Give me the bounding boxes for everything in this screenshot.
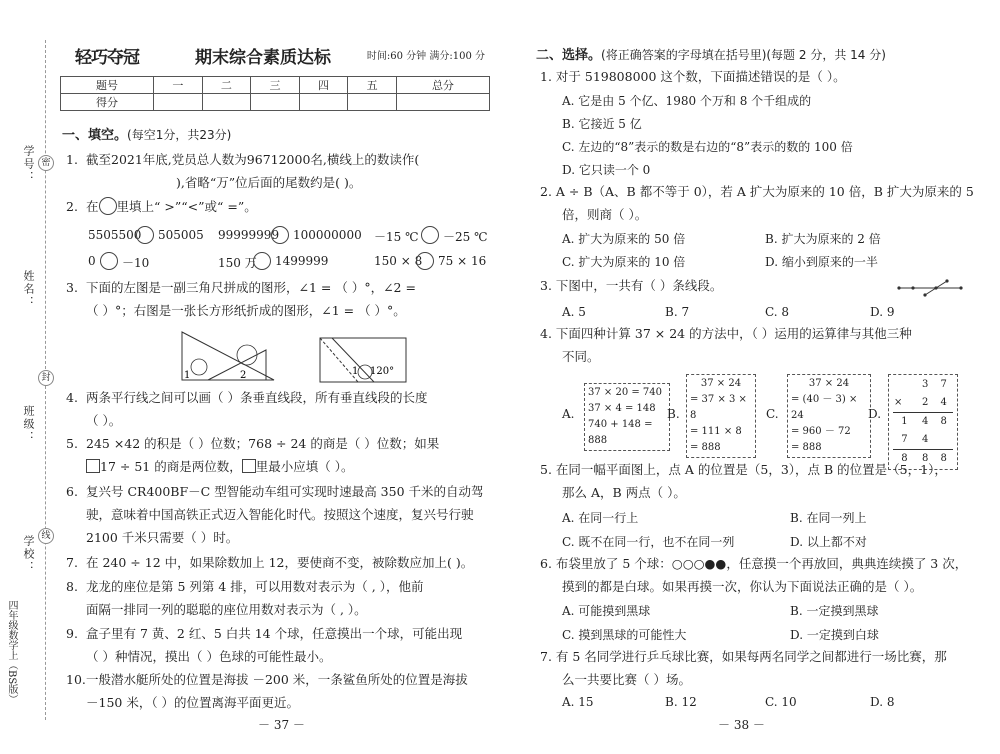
question-text: 驶，意味着中国高铁正式迈入智能化时代。按照这个速度，复兴号行驶 — [86, 507, 474, 522]
score-cell[interactable] — [348, 94, 397, 111]
question-text: 盒子里有 7 黄、2 红、5 白共 14 个球，任意摸出一个球，可能出现 — [86, 626, 463, 641]
option-b[interactable]: B. 12 — [665, 695, 697, 709]
option-c[interactable]: C. 10 — [765, 695, 797, 709]
option-c[interactable]: C. — [766, 407, 779, 421]
option-b[interactable]: B. 它接近 5 亿 — [562, 117, 642, 131]
score-cell[interactable] — [202, 94, 251, 111]
score-header-cell: 五 — [348, 77, 397, 94]
calc-line: = 888 — [690, 442, 721, 453]
line-segment-figure — [895, 278, 965, 298]
section-2-title: 二、选择。 — [536, 48, 602, 63]
question-8 — [66, 575, 491, 621]
answer-circle[interactable] — [421, 226, 439, 244]
question-text: －150 米，（ ）的位置离海平面更近。 — [86, 695, 300, 710]
option-d[interactable]: D. 以上都不对 — [790, 535, 867, 549]
question-text: 里填上“ >”“<”或“ =”。 — [116, 199, 257, 214]
option-b[interactable]: B. 扩大为原来的 2 倍 — [765, 232, 881, 246]
question-number: 8. — [66, 579, 78, 594]
answer-circle[interactable] — [253, 252, 271, 270]
compare-value: 150 × 8 — [374, 254, 423, 268]
question-text: 两条平行线之间可以画（ ）条垂直线段，所有垂直线段的长度 — [86, 390, 428, 405]
option-d[interactable]: D. 8 — [870, 695, 895, 709]
question-7-stem — [540, 645, 980, 691]
page-header — [75, 43, 485, 68]
calc-box-b — [686, 374, 756, 458]
option-c[interactable]: C. 8 — [765, 305, 790, 319]
option-a[interactable]: A. 扩大为原来的 50 倍 — [562, 232, 686, 246]
section-1-title: 一、填空。 — [62, 128, 128, 143]
score-table-row — [61, 94, 490, 111]
calc-line: 740 + 148 = 888 — [588, 419, 653, 446]
question-6-stem — [540, 552, 980, 598]
cut-mark-line: 线 — [38, 528, 54, 544]
score-header-cell: 一 — [154, 77, 203, 94]
option-b[interactable]: B. 7 — [665, 305, 690, 319]
option-a[interactable]: A. — [562, 407, 575, 421]
vertical-multiplication: 3 7 × 2 4 1 4 8 7 4 8 8 8 — [893, 376, 953, 468]
score-row-label: 得分 — [61, 94, 154, 111]
question-text: 龙龙的座位是第 5 列第 4 排，可以用数对表示为（ , ），他前 — [86, 579, 424, 594]
score-header-cell: 二 — [202, 77, 251, 94]
question-3 — [66, 276, 491, 322]
angle-2-label: 2 — [240, 370, 247, 381]
question-number: 1. — [66, 152, 78, 167]
answer-box[interactable] — [86, 459, 100, 473]
calc-box-d — [888, 374, 958, 470]
calc-line: 37 × 24 — [808, 378, 850, 389]
question-number: 9. — [66, 626, 78, 641]
compare-value: 5505500 — [88, 228, 142, 242]
name-label: 姓名： — [22, 270, 35, 309]
option-c[interactable]: C. 既不在同一行，也不在同一列 — [562, 535, 735, 549]
score-cell[interactable] — [154, 94, 203, 111]
question-4 — [66, 386, 491, 432]
compare-value: 0 — [88, 254, 96, 268]
calc-box-c — [787, 374, 871, 458]
option-c[interactable]: C. 扩大为原来的 10 倍 — [562, 255, 686, 269]
calc-line: = 960 － 72 — [791, 426, 851, 437]
option-a[interactable]: A. 15 — [562, 695, 594, 709]
question-1 — [66, 148, 491, 194]
option-d[interactable]: D. 它只读一个 0 — [562, 163, 651, 177]
option-d[interactable]: D. 缩小到原来的一半 — [765, 255, 878, 269]
page-title: 期末综合素质达标 — [195, 48, 331, 68]
question-1-stem: 1. 对于 519808000 这个数，下面描述错误的是（ ）。 — [540, 69, 846, 84]
option-c[interactable]: C. 摸到黑球的可能性大 — [562, 628, 687, 642]
option-d[interactable]: D. 一定摸到白球 — [790, 628, 879, 642]
question-6 — [66, 480, 491, 549]
compare-value: 75 × 16 — [438, 254, 487, 268]
answer-box[interactable] — [242, 459, 256, 473]
question-number: 3. — [66, 280, 78, 295]
compare-value: 1499999 — [275, 254, 329, 268]
score-cell[interactable] — [299, 94, 348, 111]
school-label: 学校： — [22, 535, 35, 574]
option-a[interactable]: A. 可能摸到黑球 — [562, 604, 651, 618]
section-1-note: (每空1分，共23分) — [127, 128, 232, 142]
compare-value: －10 — [122, 256, 150, 270]
score-cell[interactable] — [251, 94, 300, 111]
question-text: 复兴号 CR400BF－C 型智能动车组可实现时速最高 350 千米的自动驾 — [86, 484, 484, 499]
option-a[interactable]: A. 5 — [562, 305, 586, 319]
angle-1-label: 1 — [184, 370, 191, 381]
folded-paper-figure — [318, 336, 408, 386]
score-header-cell: 四 — [299, 77, 348, 94]
question-text: 一般潜水艇所处的位置是海拔 －200 米，一条鲨鱼所处的位置是海拔 — [86, 672, 468, 687]
question-text: 么一共要比赛（ ）场。 — [562, 672, 691, 687]
score-table — [60, 76, 490, 111]
question-7 — [66, 551, 491, 574]
score-table-header — [61, 77, 490, 94]
calc-line: = 888 — [791, 442, 822, 453]
question-text: 在 — [86, 199, 99, 214]
question-text: 6. 布袋里放了 5 个球：○○○●●，任意摸一个再放回，典典连续摸了 3 次， — [540, 556, 968, 571]
question-number: 4. — [66, 390, 78, 405]
question-5 — [66, 432, 491, 478]
answer-circle[interactable] — [416, 252, 434, 270]
question-text: （ ）。 — [86, 413, 122, 428]
option-a[interactable]: A. 在同一行上 — [562, 511, 639, 525]
question-number: 10. — [66, 672, 86, 687]
question-number: 6. — [66, 484, 78, 499]
calc-box-a — [584, 383, 670, 451]
question-text: 倍，则商（ ）。 — [562, 207, 648, 222]
question-5-stem — [540, 458, 980, 504]
question-text: 那么 A，B 两点（ ）。 — [562, 485, 686, 500]
question-text: 在 240 ÷ 12 中，如果除数加上 12，要使商不变，被除数应加上( )。 — [86, 555, 474, 570]
compare-value: 100000000 — [293, 228, 362, 242]
score-header-cell: 三 — [251, 77, 300, 94]
right-page — [500, 0, 1000, 754]
angle-1-label: 1 — [352, 366, 359, 377]
answer-circle[interactable] — [136, 226, 154, 244]
calc-line: = 37 × 3 × 8 — [690, 394, 747, 421]
cut-mark-seal: 密 — [38, 155, 54, 171]
score-cell[interactable] — [396, 94, 489, 111]
exam-meta: 时间:60 分钟 满分:100 分 — [366, 51, 485, 62]
question-text: （ ）种情况，摸出（ ）色球的可能性最小。 — [86, 649, 332, 664]
compare-value: 505005 — [158, 228, 204, 242]
calc-line: 37 × 24 — [700, 378, 742, 389]
question-2 — [66, 195, 491, 218]
question-10 — [66, 668, 491, 714]
option-d[interactable]: D. 9 — [870, 305, 895, 319]
brand-logo: 轻巧夺冠 — [75, 48, 139, 68]
question-number: 7. — [66, 555, 78, 570]
compare-value: －15 ℃ — [374, 230, 419, 244]
question-text: 2100 千米只需要（ ）时。 — [86, 530, 239, 545]
question-text: 2. A ÷ B（A、B 都不等于 0），若 A 扩大为原来的 10 倍，B 扩大为原来的 5 — [540, 184, 974, 199]
question-text: 4. 下面四种计算 37 × 24 的方法中，（ ）运用的运算律与其他三种 — [540, 326, 912, 341]
question-text: 7. 有 5 名同学进行乒乓球比赛，如果每两名同学之间都进行一场比赛，那 — [540, 649, 947, 664]
compare-value: 150 万 — [218, 256, 257, 270]
answer-circle[interactable] — [100, 252, 118, 270]
calc-line: = 111 × 8 — [690, 426, 742, 437]
question-text: 5. 在同一幅平面图上，点 A 的位置是（5，3），点 B 的位置是（5，1）， — [540, 462, 947, 477]
section-1-heading — [62, 124, 231, 143]
question-text: 下面的左图是一副三角尺拼成的图形，∠1 = （ ）°，∠2 = — [86, 280, 416, 295]
question-text: 面隔一排同一列的聪聪的座位用数对表示为（ , ）。 — [86, 602, 367, 617]
binding-margin — [0, 40, 58, 754]
book-label: 四年级数学上（BS版） — [6, 600, 17, 705]
page-number: － 38 － — [718, 718, 765, 732]
section-2-note: (将正确答案的字母填在括号里)(每题 2 分，共 14 分) — [601, 48, 886, 62]
cut-mark-seal: 封 — [38, 370, 54, 386]
question-number: 5. — [66, 436, 78, 451]
option-c[interactable]: C. 左边的“8”表示的数是右边的“8”表示的数的 100 倍 — [562, 140, 853, 154]
calc-line: 37 × 20 = 740 — [588, 387, 663, 398]
class-label: 班级： — [22, 405, 35, 444]
compare-value: 99999999 — [218, 228, 280, 242]
calc-line: = (40 － 3) × 24 — [791, 394, 858, 421]
question-9 — [66, 622, 491, 668]
question-text: （ ）°；右图是一张长方形纸折成的图形，∠1 = （ ）°。 — [86, 303, 406, 318]
option-b[interactable]: B. 一定摸到黑球 — [790, 604, 879, 618]
compare-value: －25 ℃ — [443, 230, 488, 244]
page-number: － 37 － — [258, 718, 305, 732]
question-3-stem: 3. 下图中，一共有（ ）条线段。 — [540, 278, 723, 293]
answer-circle[interactable] — [99, 197, 117, 215]
question-number: 2. — [66, 199, 78, 214]
option-a[interactable]: A. 它是由 5 个亿、1980 个万和 8 个千组成的 — [562, 94, 812, 108]
score-header-cell: 总分 — [396, 77, 489, 94]
question-text: 摸到的都是白球。如果再摸一次，你认为下面说法正确的是（ ）。 — [562, 579, 923, 594]
question-2-stem — [540, 180, 980, 226]
question-text: ),省略“万”位后面的尾数约是( )。 — [176, 175, 362, 190]
question-text: 17 ÷ 51 的商是两位数， — [100, 459, 242, 474]
score-header-cell: 题号 — [61, 77, 154, 94]
calc-line: 37 × 4 = 148 — [588, 403, 656, 414]
question-4-stem — [540, 322, 980, 368]
option-b[interactable]: B. — [667, 407, 680, 421]
triangle-ruler-figure — [178, 328, 278, 384]
question-text: 截至2021年底,党员总人数为96712000名,横线上的数读作( — [86, 152, 420, 167]
angle-120-label: 120° — [370, 366, 395, 377]
option-b[interactable]: B. 在同一列上 — [790, 511, 867, 525]
question-text: 不同。 — [562, 349, 600, 364]
question-text: 里最小应填（ ）。 — [255, 459, 354, 474]
section-2-heading — [536, 44, 886, 63]
question-text: 245 ×42 的积是（ ）位数；768 ÷ 24 的商是（ ）位数；如果 — [86, 436, 440, 451]
option-d[interactable]: D. — [868, 407, 882, 421]
answer-circle[interactable] — [271, 226, 289, 244]
student-id-label: 学号： — [22, 145, 35, 184]
